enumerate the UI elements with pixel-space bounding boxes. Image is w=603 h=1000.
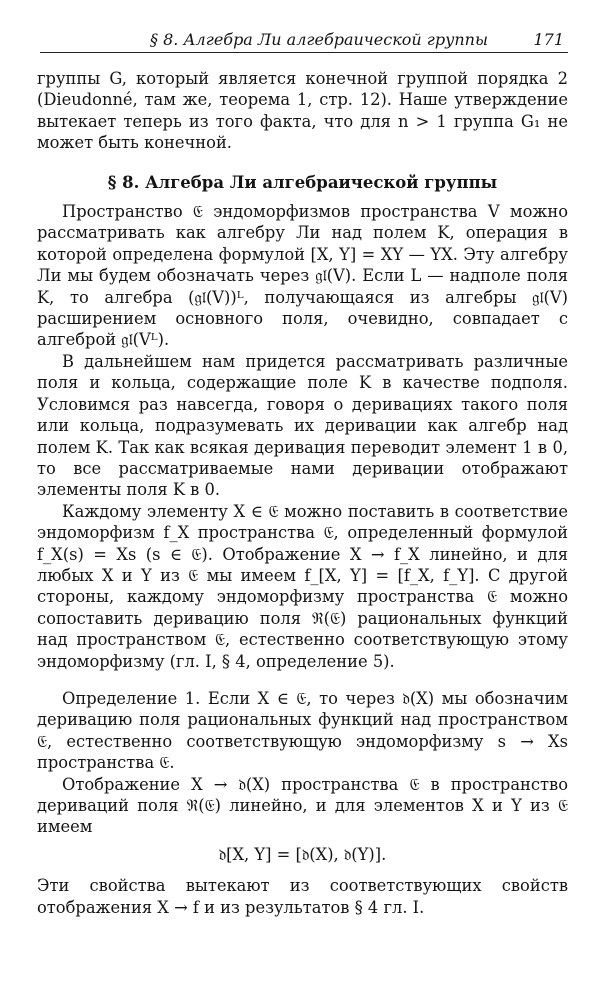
running-head-title: § 8. Алгебра Ли алгебраической группы xyxy=(150,30,489,49)
running-head xyxy=(40,30,568,53)
paragraph-derivations: В дальнейшем нам придется рассматривать различные поля и кольца, содержащие поле K в качестве подполя. Условимся раз навсегда, говоря о деривациях такого поля или кольца, подразумевать их деривации как алгебр над полем K. Так как всякая деривация переводит элемент 1 в 0, то все рассматриваемые нами деривации отображают элементы поля K в 0. xyxy=(37,351,568,500)
section-heading: § 8. Алгебра Ли алгебраической группы xyxy=(107,172,498,192)
paragraph-continuation: группы G, который является конечной группой порядка 2 (Dieudonné, там же, теорема 1, стр. 12). Наше утверждение вытекает теперь из того факта, что для n > 1 группа G₁ не может быть конечной. xyxy=(37,69,568,153)
spacer xyxy=(37,672,568,688)
page-number: 171 xyxy=(533,30,564,49)
paragraph-gl-algebra: Пространство 𝔈 эндоморфизмов пространства V можно рассматривать как алгебру Ли над полем K, операция в которой определена формулой [X, Y] = XY — YX. Эту алгебру Ли мы будем обозначать через 𝔤𝔩(V). Если L — надполе поля K, то алгебра (𝔤𝔩(V))ᴸ, получающаяся из алгебры 𝔤𝔩(V) расширением основного поля, очевидно, совпадает с алгеброй 𝔤𝔩(Vᴸ). xyxy=(37,202,568,350)
display-formula: 𝔡[X, Y] = [𝔡(X), 𝔡(Y)]. xyxy=(218,844,387,864)
definition-1: Определение 1. Если X ∈ 𝔈, то через 𝔡(X) мы обозначим деривацию поля рациональных функций над пространством 𝔈, естественно соответствующую эндоморфизму s → Xs пространства 𝔈. xyxy=(37,688,568,773)
paragraph-conclusion: Эти свойства вытекают из соответствующих свойств отображения X → f и из результатов § 4 гл. I. xyxy=(37,876,568,917)
paragraph-endomorphism: Каждому элементу X ∈ 𝔈 можно поставить в соответствие эндоморфизм f_X пространства 𝔈, определенный формулой f_X(s) = Xs (s ∈ 𝔈). Отображение X → f_X линейно, и для любых X и Y из 𝔈 мы имеем f_[X, Y] = [f_X, f_Y]. С другой стороны, каждому эндоморфизму пространства 𝔈 можно сопоставить деривацию поля ℜ(𝔈) рациональных функций над пространством 𝔈, естественно соответствующую этому эндоморфизму (гл. I, § 4, определение 5). xyxy=(37,501,568,671)
page-body xyxy=(37,68,568,918)
paragraph-mapping: Отображение X → 𝔡(X) пространства 𝔈 в пространство дериваций поля ℜ(𝔈) линейно, и для элементов X и Y из 𝔈 имеем xyxy=(37,774,568,837)
